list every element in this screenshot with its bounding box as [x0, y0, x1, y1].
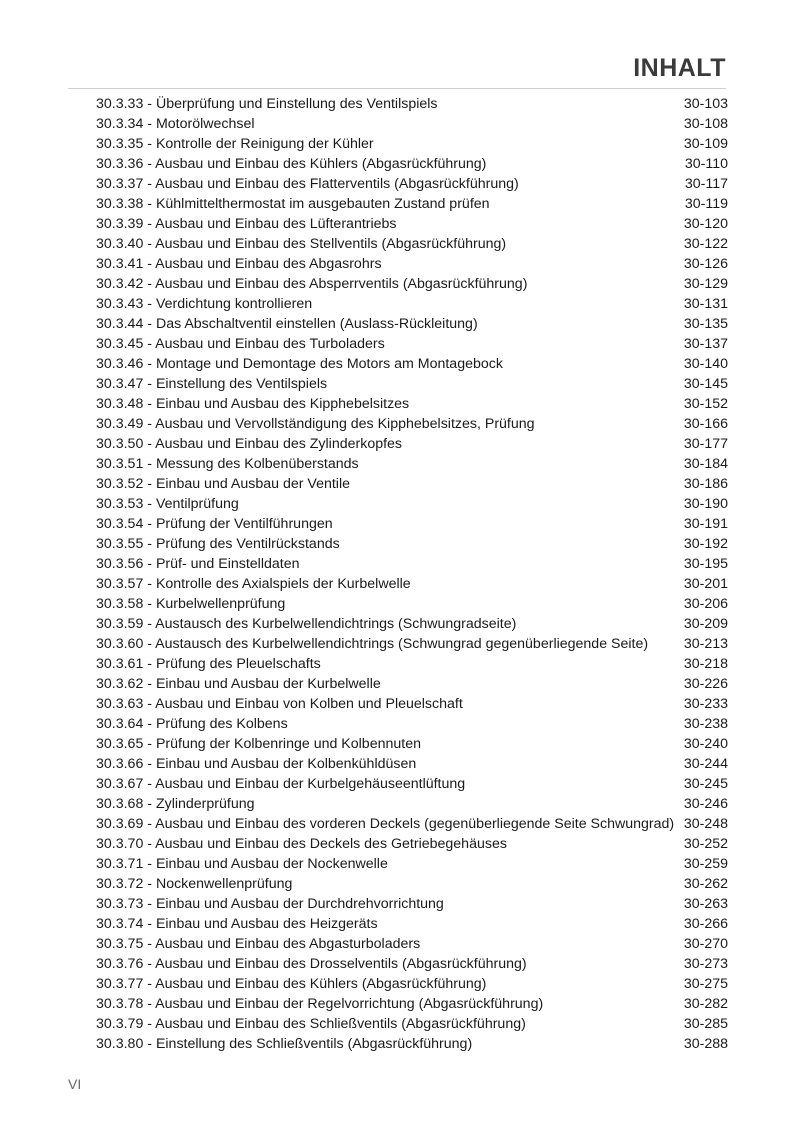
toc-entry-page: 30-191	[683, 516, 728, 532]
toc-entry-title: 30.3.57 - Kontrolle des Axialspiels der Kurbelwelle	[96, 576, 411, 592]
toc-entry[interactable]	[96, 1034, 728, 1054]
toc-entry[interactable]	[96, 774, 728, 794]
toc-entry-page: 30-192	[683, 536, 728, 552]
toc-entry-title: 30.3.70 - Ausbau und Einbau des Deckels des Getriebegehäuses	[96, 836, 507, 852]
toc-entry[interactable]	[96, 814, 728, 834]
toc-entry[interactable]	[96, 494, 728, 514]
toc-entry-title: 30.3.74 - Einbau und Ausbau des Heizgeräts	[96, 916, 378, 932]
toc-entry[interactable]	[96, 374, 728, 394]
toc-entry[interactable]	[96, 574, 728, 594]
toc-entry[interactable]	[96, 834, 728, 854]
toc-entry[interactable]	[96, 934, 728, 954]
toc-entry[interactable]	[96, 634, 728, 654]
toc-entry-page: 30-288	[683, 1036, 728, 1052]
toc-entry-page: 30-238	[683, 716, 728, 732]
toc-entry-title: 30.3.38 - Kühlmittelthermostat im ausgebauten Zustand prüfen	[96, 196, 490, 212]
toc-entry-title: 30.3.47 - Einstellung des Ventilspiels	[96, 376, 328, 392]
toc-entry-page: 30-245	[683, 776, 728, 792]
toc-entry[interactable]	[96, 874, 728, 894]
toc-entry[interactable]	[96, 414, 728, 434]
toc-entry-page: 30-262	[683, 876, 728, 892]
toc-entry-title: 30.3.40 - Ausbau und Einbau des Stellventils (Abgasrückführung)	[96, 236, 507, 252]
toc-entry-title: 30.3.65 - Prüfung der Kolbenringe und Kolbennuten	[96, 736, 421, 752]
toc-entry[interactable]	[96, 274, 728, 294]
toc-entry-page: 30-233	[683, 696, 728, 712]
toc-entry-page: 30-206	[683, 596, 728, 612]
toc-entry[interactable]	[96, 254, 728, 274]
toc-entry-title: 30.3.43 - Verdichtung kontrollieren	[96, 296, 313, 312]
toc-entry[interactable]	[96, 654, 728, 674]
toc-entry-title: 30.3.54 - Prüfung der Ventilführungen	[96, 516, 333, 532]
toc-entry[interactable]	[96, 334, 728, 354]
toc-entry-page: 30-120	[683, 216, 728, 232]
toc-entry-title: 30.3.48 - Einbau und Ausbau des Kipphebelsitzes	[96, 396, 410, 412]
toc-entry[interactable]	[96, 994, 728, 1014]
toc-entry[interactable]	[96, 794, 728, 814]
toc-entry[interactable]	[96, 894, 728, 914]
toc-entry[interactable]	[96, 974, 728, 994]
toc-entry[interactable]	[96, 294, 728, 314]
toc-entry-page: 30-248	[683, 816, 728, 832]
toc-entry-page: 30-135	[683, 316, 728, 332]
toc-entry-page: 30-186	[683, 476, 728, 492]
toc-entry-page: 30-195	[683, 556, 728, 572]
toc-entry[interactable]	[96, 234, 728, 254]
toc-entry[interactable]	[96, 314, 728, 334]
toc-entry[interactable]	[96, 734, 728, 754]
toc-entry-page: 30-140	[683, 356, 728, 372]
footer-page-number: VI	[68, 1076, 82, 1092]
toc-entry-title: 30.3.63 - Ausbau und Einbau von Kolben und Pleuelschaft	[96, 696, 463, 712]
toc-entry-page: 30-259	[683, 856, 728, 872]
toc-entry-page: 30-201	[683, 576, 728, 592]
toc-entry-title: 30.3.56 - Prüf- und Einstelldaten	[96, 556, 300, 572]
toc-entry-title: 30.3.66 - Einbau und Ausbau der Kolbenkühldüsen	[96, 756, 417, 772]
toc-entry-page: 30-137	[683, 336, 728, 352]
toc-entry-page: 30-275	[683, 976, 728, 992]
toc-entry-title: 30.3.53 - Ventilprüfung	[96, 496, 239, 512]
toc-entry-title: 30.3.51 - Messung des Kolbenüberstands	[96, 456, 359, 472]
toc-entry[interactable]	[96, 614, 728, 634]
toc-entry-title: 30.3.59 - Austausch des Kurbelwellendichtrings (Schwungradseite)	[96, 616, 517, 632]
toc-entry[interactable]	[96, 594, 728, 614]
toc-entry-title: 30.3.79 - Ausbau und Einbau des Schließventils (Abgasrückführung)	[96, 1016, 526, 1032]
table-of-contents	[96, 94, 728, 1054]
toc-entry-title: 30.3.37 - Ausbau und Einbau des Flatterventils (Abgasrückführung)	[96, 176, 519, 192]
toc-entry[interactable]	[96, 454, 728, 474]
toc-entry-page: 30-226	[683, 676, 728, 692]
toc-entry[interactable]	[96, 114, 728, 134]
page-title: INHALT	[633, 54, 726, 82]
toc-entry[interactable]	[96, 434, 728, 454]
toc-entry[interactable]	[96, 854, 728, 874]
toc-entry-title: 30.3.50 - Ausbau und Einbau des Zylinderkopfes	[96, 436, 403, 452]
toc-entry-title: 30.3.62 - Einbau und Ausbau der Kurbelwelle	[96, 676, 381, 692]
toc-entry-title: 30.3.52 - Einbau und Ausbau der Ventile	[96, 476, 350, 492]
toc-entry-page: 30-108	[683, 116, 728, 132]
toc-entry-title: 30.3.80 - Einstellung des Schließventils (Abgasrückführung)	[96, 1036, 473, 1052]
toc-entry-page: 30-177	[683, 436, 728, 452]
toc-entry-title: 30.3.68 - Zylinderprüfung	[96, 796, 255, 812]
toc-entry-title: 30.3.36 - Ausbau und Einbau des Kühlers (Abgasrückführung)	[96, 156, 487, 172]
toc-entry-title: 30.3.64 - Prüfung des Kolbens	[96, 716, 288, 732]
toc-entry-title: 30.3.33 - Überprüfung und Einstellung des Ventilspiels	[96, 96, 438, 112]
toc-entry[interactable]	[96, 914, 728, 934]
toc-entry[interactable]	[96, 954, 728, 974]
toc-entry-page: 30-270	[683, 936, 728, 952]
toc-entry-title: 30.3.69 - Ausbau und Einbau des vorderen Deckels (gegenüberliegende Seite Schwungrad)	[96, 816, 675, 832]
toc-entry-title: 30.3.35 - Kontrolle der Reinigung der Kühler	[96, 136, 374, 152]
toc-entry-page: 30-252	[683, 836, 728, 852]
toc-entry-page: 30-246	[683, 796, 728, 812]
toc-entry-title: 30.3.58 - Kurbelwellenprüfung	[96, 596, 286, 612]
toc-entry[interactable]	[96, 154, 728, 174]
toc-entry-title: 30.3.49 - Ausbau und Vervollständigung des Kipphebelsitzes, Prüfung	[96, 416, 535, 432]
toc-entry-title: 30.3.34 - Motorölwechsel	[96, 116, 255, 132]
toc-entry-title: 30.3.42 - Ausbau und Einbau des Absperrventils (Abgasrückführung)	[96, 276, 528, 292]
toc-entry-title: 30.3.45 - Ausbau und Einbau des Turboladers	[96, 336, 385, 352]
toc-entry-page: 30-145	[683, 376, 728, 392]
toc-entry[interactable]	[96, 194, 728, 214]
toc-entry-page: 30-285	[683, 1016, 728, 1032]
toc-entry[interactable]	[96, 174, 728, 194]
toc-entry-title: 30.3.72 - Nockenwellenprüfung	[96, 876, 293, 892]
toc-entry-page: 30-209	[683, 616, 728, 632]
toc-entry[interactable]	[96, 214, 728, 234]
toc-entry-title: 30.3.78 - Ausbau und Einbau der Regelvorrichtung (Abgasrückführung)	[96, 996, 544, 1012]
toc-entry[interactable]	[96, 1014, 728, 1034]
toc-entry-page: 30-131	[683, 296, 728, 312]
toc-entry-page: 30-266	[683, 916, 728, 932]
toc-entry[interactable]	[96, 94, 728, 114]
toc-entry-page: 30-152	[683, 396, 728, 412]
toc-entry-page: 30-273	[683, 956, 728, 972]
toc-entry-page: 30-263	[683, 896, 728, 912]
toc-entry-title: 30.3.67 - Ausbau und Einbau der Kurbelgehäuseentlüftung	[96, 776, 466, 792]
toc-entry-title: 30.3.41 - Ausbau und Einbau des Abgasrohrs	[96, 256, 382, 272]
toc-entry[interactable]	[96, 354, 728, 374]
toc-entry-page: 30-119	[684, 196, 728, 212]
toc-entry-title: 30.3.55 - Prüfung des Ventilrückstands	[96, 536, 340, 552]
toc-entry-page: 30-126	[683, 256, 728, 272]
toc-entry-title: 30.3.75 - Ausbau und Einbau des Abgasturboladers	[96, 936, 421, 952]
toc-entry[interactable]	[96, 674, 728, 694]
toc-entry-title: 30.3.71 - Einbau und Ausbau der Nockenwelle	[96, 856, 388, 872]
toc-entry[interactable]	[96, 714, 728, 734]
toc-entry-page: 30-240	[683, 736, 728, 752]
toc-entry-page: 30-117	[684, 176, 728, 192]
toc-entry-title: 30.3.77 - Ausbau und Einbau des Kühlers (Abgasrückführung)	[96, 976, 487, 992]
toc-entry[interactable]	[96, 394, 728, 414]
toc-entry[interactable]	[96, 754, 728, 774]
toc-entry-page: 30-190	[683, 496, 728, 512]
toc-entry-page: 30-184	[683, 456, 728, 472]
toc-entry-page: 30-110	[684, 156, 728, 172]
toc-entry-title: 30.3.46 - Montage und Demontage des Motors am Montagebock	[96, 356, 503, 372]
toc-entry[interactable]	[96, 134, 728, 154]
toc-entry-page: 30-244	[683, 756, 728, 772]
toc-entry[interactable]	[96, 514, 728, 534]
toc-entry-title: 30.3.39 - Ausbau und Einbau des Lüfterantriebs	[96, 216, 397, 232]
toc-entry[interactable]	[96, 554, 728, 574]
toc-entry[interactable]	[96, 534, 728, 554]
toc-entry-page: 30-103	[683, 96, 728, 112]
toc-entry[interactable]	[96, 474, 728, 494]
header-divider	[68, 88, 726, 89]
toc-entry-page: 30-218	[683, 656, 728, 672]
toc-entry-title: 30.3.73 - Einbau und Ausbau der Durchdrehvorrichtung	[96, 896, 444, 912]
toc-entry-page: 30-129	[683, 276, 728, 292]
toc-entry-page: 30-166	[683, 416, 728, 432]
toc-entry-title: 30.3.76 - Ausbau und Einbau des Drosselventils (Abgasrückführung)	[96, 956, 527, 972]
toc-entry-title: 30.3.61 - Prüfung des Pleuelschafts	[96, 656, 321, 672]
toc-entry-page: 30-282	[683, 996, 728, 1012]
toc-entry-title: 30.3.44 - Das Abschaltventil einstellen (Auslass-Rückleitung)	[96, 316, 478, 332]
toc-entry-title: 30.3.60 - Austausch des Kurbelwellendichtrings (Schwungrad gegenüberliegende Seite)	[96, 636, 649, 652]
toc-entry-page: 30-213	[683, 636, 728, 652]
toc-entry-page: 30-109	[683, 136, 728, 152]
toc-entry-page: 30-122	[683, 236, 728, 252]
toc-entry[interactable]	[96, 694, 728, 714]
